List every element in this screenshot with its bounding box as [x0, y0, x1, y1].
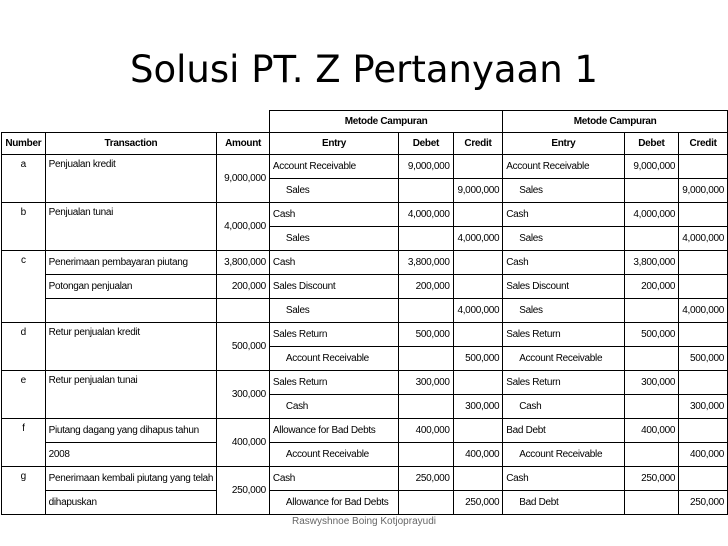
entry-account: Cash	[503, 467, 624, 491]
method-group-left: Metode Campuran	[269, 111, 502, 133]
group-header-row	[2, 111, 728, 133]
credit-cell	[679, 203, 728, 227]
entry-account: Account Receivable	[503, 347, 624, 371]
entry-account: Sales Return	[503, 323, 624, 347]
transaction-desc	[45, 299, 217, 323]
table-row	[2, 443, 728, 467]
debet-cell	[399, 491, 454, 515]
credit-cell	[453, 419, 503, 443]
credit-cell: 250,000	[453, 491, 503, 515]
credit-cell: 4,000,000	[453, 227, 503, 251]
credit-cell: 500,000	[679, 347, 728, 371]
header-debet: Debet	[399, 133, 454, 155]
debet-cell	[624, 491, 679, 515]
debet-cell: 400,000	[624, 419, 679, 443]
table-row	[2, 155, 728, 179]
entry-account: Sales Discount	[503, 275, 624, 299]
debet-cell: 9,000,000	[399, 155, 454, 179]
transaction-desc: Penjualan tunai	[45, 203, 217, 251]
table-row	[2, 371, 728, 395]
blank-corner	[2, 111, 270, 133]
transaction-desc: Penerimaan kembali piutang yang telah	[45, 467, 217, 491]
credit-cell	[453, 323, 503, 347]
entry-account: Cash	[269, 395, 398, 419]
transaction-desc: Retur penjualan kredit	[45, 323, 217, 371]
entry-number: a	[2, 155, 46, 203]
amount-cell: 300,000	[217, 371, 270, 419]
entry-account: Cash	[269, 251, 398, 275]
transaction-desc: Penerimaan pembayaran piutang	[45, 251, 217, 275]
debet-cell	[399, 299, 454, 323]
entry-account: Cash	[503, 203, 624, 227]
entry-number: c	[2, 251, 46, 323]
entry-account: Cash	[503, 395, 624, 419]
entry-number: d	[2, 323, 46, 371]
transaction-desc: dihapuskan	[45, 491, 217, 515]
header-debet: Debet	[624, 133, 679, 155]
journal-table	[1, 110, 728, 515]
transaction-desc: 2008	[45, 443, 217, 467]
debet-cell	[624, 227, 679, 251]
debet-cell	[399, 347, 454, 371]
credit-cell: 300,000	[679, 395, 728, 419]
entry-account: Sales	[503, 299, 624, 323]
credit-cell: 300,000	[453, 395, 503, 419]
debet-cell: 300,000	[624, 371, 679, 395]
transaction-desc: Piutang dagang yang dihapus tahun	[45, 419, 217, 443]
debet-cell: 9,000,000	[624, 155, 679, 179]
header-number: Number	[2, 133, 46, 155]
transaction-desc: Potongan penjualan	[45, 275, 217, 299]
entry-account: Sales	[503, 227, 624, 251]
credit-cell	[453, 203, 503, 227]
debet-cell: 250,000	[399, 467, 454, 491]
entry-account: Sales Discount	[269, 275, 398, 299]
amount-cell: 9,000,000	[217, 155, 270, 203]
entry-account: Cash	[269, 467, 398, 491]
amount-cell: 250,000	[217, 467, 270, 515]
credit-cell	[679, 251, 728, 275]
table-row	[2, 323, 728, 347]
entry-account: Sales	[269, 227, 398, 251]
amount-cell: 3,800,000	[217, 251, 270, 275]
entry-account: Allowance for Bad Debts	[269, 419, 398, 443]
author-footer: Raswyshnoe Boing Kotjoprayudi	[292, 516, 436, 527]
entry-account: Sales	[269, 179, 398, 203]
entry-account: Cash	[503, 251, 624, 275]
debet-cell	[624, 347, 679, 371]
debet-cell: 250,000	[624, 467, 679, 491]
credit-cell: 4,000,000	[679, 299, 728, 323]
debet-cell	[624, 443, 679, 467]
header-credit: Credit	[453, 133, 503, 155]
header-amount: Amount	[217, 133, 270, 155]
header-credit: Credit	[679, 133, 728, 155]
credit-cell	[453, 467, 503, 491]
debet-cell	[399, 395, 454, 419]
credit-cell: 250,000	[679, 491, 728, 515]
debet-cell	[624, 299, 679, 323]
debet-cell: 4,000,000	[624, 203, 679, 227]
debet-cell: 200,000	[399, 275, 454, 299]
entry-account: Sales Return	[503, 371, 624, 395]
credit-cell: 4,000,000	[453, 299, 503, 323]
entry-account: Account Receivable	[269, 347, 398, 371]
debet-cell	[399, 227, 454, 251]
credit-cell	[679, 323, 728, 347]
entry-account: Account Receivable	[269, 155, 398, 179]
debet-cell: 500,000	[624, 323, 679, 347]
debet-cell	[624, 395, 679, 419]
credit-cell	[679, 419, 728, 443]
header-transaction: Transaction	[45, 133, 217, 155]
debet-cell: 200,000	[624, 275, 679, 299]
entry-account: Account Receivable	[269, 443, 398, 467]
slide-title: Solusi PT. Z Pertanyaan 1	[130, 48, 598, 91]
table-row	[2, 251, 728, 275]
transaction-desc: Penjualan kredit	[45, 155, 217, 203]
credit-cell	[679, 371, 728, 395]
entry-number: g	[2, 467, 46, 515]
amount-cell: 200,000	[217, 275, 270, 299]
entry-account: Bad Debt	[503, 419, 624, 443]
entry-number: f	[2, 419, 46, 467]
entry-account: Sales Return	[269, 371, 398, 395]
credit-cell	[453, 251, 503, 275]
credit-cell	[679, 467, 728, 491]
debet-cell: 4,000,000	[399, 203, 454, 227]
column-header-row	[2, 133, 728, 155]
entry-account: Sales	[269, 299, 398, 323]
credit-cell: 4,000,000	[679, 227, 728, 251]
credit-cell: 400,000	[453, 443, 503, 467]
debet-cell: 3,800,000	[624, 251, 679, 275]
entry-number: e	[2, 371, 46, 419]
table-row	[2, 203, 728, 227]
debet-cell: 3,800,000	[399, 251, 454, 275]
credit-cell	[453, 275, 503, 299]
entry-account: Sales Return	[269, 323, 398, 347]
debet-cell	[399, 179, 454, 203]
amount-cell: 500,000	[217, 323, 270, 371]
entry-account: Sales	[503, 179, 624, 203]
entry-account: Allowance for Bad Debts	[269, 491, 398, 515]
amount-cell: 4,000,000	[217, 203, 270, 251]
credit-cell: 500,000	[453, 347, 503, 371]
table-row	[2, 491, 728, 515]
entry-account: Account Receivable	[503, 443, 624, 467]
debet-cell	[399, 443, 454, 467]
credit-cell	[679, 155, 728, 179]
table-row	[2, 299, 728, 323]
credit-cell	[679, 275, 728, 299]
credit-cell: 9,000,000	[453, 179, 503, 203]
table-row	[2, 275, 728, 299]
header-entry: Entry	[269, 133, 398, 155]
debet-cell: 400,000	[399, 419, 454, 443]
header-entry: Entry	[503, 133, 624, 155]
amount-cell	[217, 299, 270, 323]
debet-cell	[624, 179, 679, 203]
credit-cell	[453, 371, 503, 395]
table-row	[2, 467, 728, 491]
credit-cell: 9,000,000	[679, 179, 728, 203]
entry-account: Cash	[269, 203, 398, 227]
debet-cell: 300,000	[399, 371, 454, 395]
table-row	[2, 419, 728, 443]
entry-number: b	[2, 203, 46, 251]
debet-cell: 500,000	[399, 323, 454, 347]
entry-account: Bad Debt	[503, 491, 624, 515]
method-group-right: Metode Campuran	[503, 111, 728, 133]
amount-cell: 400,000	[217, 419, 270, 467]
entry-account: Account Receivable	[503, 155, 624, 179]
credit-cell	[453, 155, 503, 179]
credit-cell: 400,000	[679, 443, 728, 467]
transaction-desc: Retur penjualan tunai	[45, 371, 217, 419]
